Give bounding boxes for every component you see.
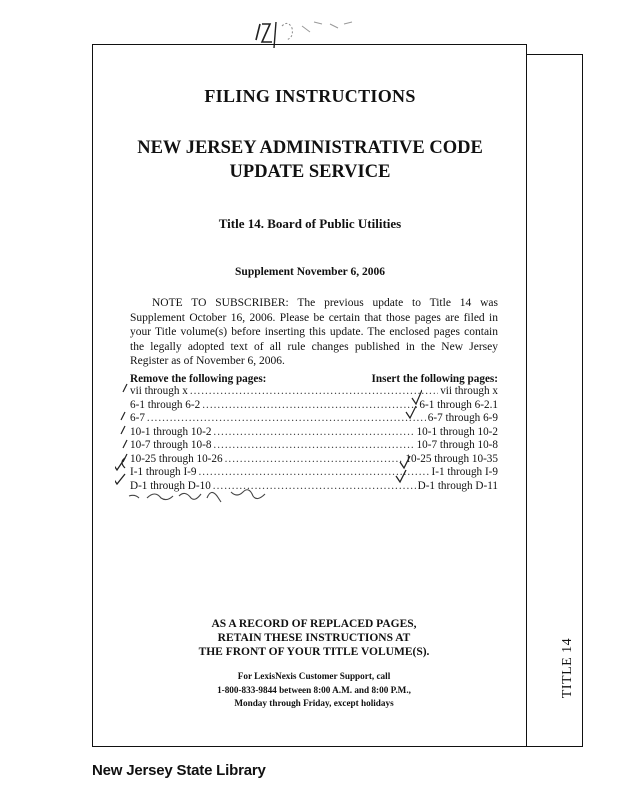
- record-instructions: [130, 617, 498, 659]
- frame-top-line: [92, 44, 526, 45]
- remove-pages: 10-7 through 10-8: [130, 439, 212, 451]
- insert-pages: 10-7 through 10-8: [416, 439, 498, 451]
- remove-pages: 10-25 through 10-26: [130, 452, 223, 465]
- title-subtitle: Title 14. Board of Public Utilities: [218, 216, 402, 231]
- support-line: 1-800-833-9844 between 8:00 A.M. and 8:00 P.M.,: [217, 684, 411, 695]
- supplement-date: Supplement November 6, 2006: [235, 266, 385, 278]
- remove-pages: 6-7: [130, 412, 145, 424]
- support-line: Monday through Friday, except holidays: [234, 698, 394, 708]
- title-tab: [553, 638, 583, 698]
- insert-pages: 6-1 through 6-2.1: [419, 398, 498, 411]
- support-line: For LexisNexis Customer Support, call: [237, 671, 391, 681]
- document-title-line: UPDATE SERVICE: [229, 162, 391, 182]
- remove-pages: I-1 through I-9: [130, 466, 197, 478]
- insert-pages: I-1 through I-9: [431, 466, 498, 478]
- insert-pages: vii through x: [440, 385, 498, 397]
- tab-top-line: [526, 54, 582, 55]
- customer-support: [130, 670, 498, 711]
- page-title: FILING INSTRUCTIONS: [204, 86, 416, 106]
- document-title: [92, 136, 528, 184]
- insert-pages: 10-25 through 10-35: [405, 452, 498, 465]
- remove-header: Remove the following pages:: [130, 373, 267, 385]
- remove-pages: 10-1 through 10-2: [130, 425, 212, 438]
- library-footer: New Jersey State Library: [92, 762, 266, 779]
- insert-pages: D-1 through D-11: [417, 479, 498, 492]
- subscriber-note: NOTE TO SUBSCRIBER: The previous update to Title 14 was Supplement October 16, 2006. Please be certain that those pages are filed in your Title volume(s) before inserting this update. The enclosed pages contain the legally adopted text of all rule changes published in the New Jersey Register as of November 6, 2006.: [130, 297, 498, 367]
- remove-pages: vii through x: [130, 385, 188, 397]
- frame-bottom-line: [92, 746, 582, 747]
- insert-header: Insert the following pages:: [371, 373, 498, 385]
- record-line: RETAIN THESE INSTRUCTIONS AT: [217, 632, 411, 644]
- handwritten-checkmarks-right: [392, 388, 422, 488]
- remove-pages: 6-1 through 6-2: [130, 398, 201, 411]
- record-line: AS A RECORD OF REPLACED PAGES,: [211, 618, 417, 630]
- title-tab-label: TITLE 14: [560, 637, 575, 699]
- insert-pages: 10-1 through 10-2: [416, 425, 498, 438]
- document-title-line: NEW JERSEY ADMINISTRATIVE CODE: [137, 138, 483, 158]
- remove-pages: D-1 through D-10: [130, 479, 211, 492]
- handwritten-checkmarks: [115, 370, 305, 520]
- record-line: THE FRONT OF YOUR TITLE VOLUME(S).: [198, 646, 430, 658]
- insert-pages: 6-7 through 6-9: [427, 412, 498, 424]
